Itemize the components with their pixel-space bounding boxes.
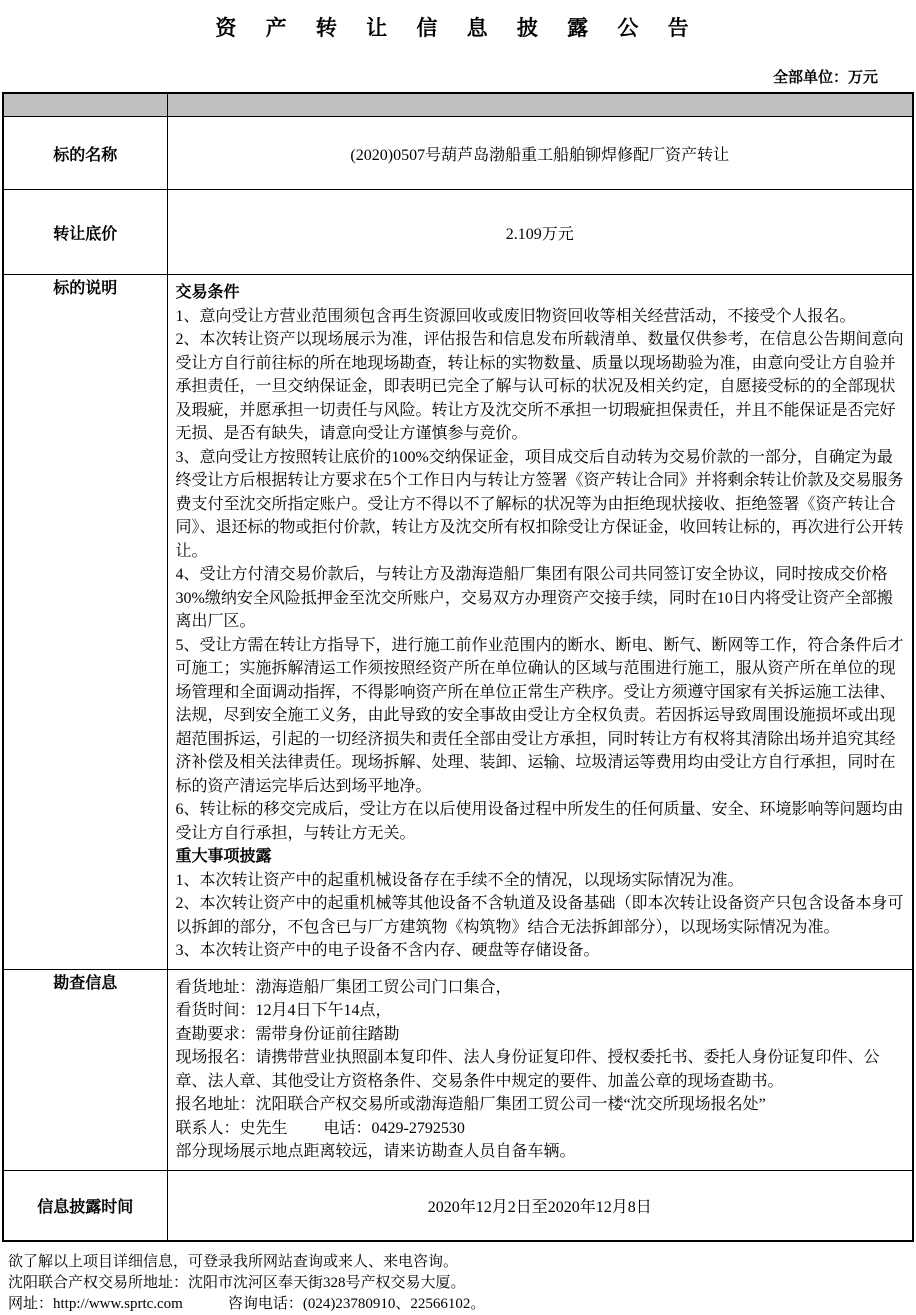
footer-info-line: 欲了解以上项目详细信息，可登录我所网站查询或来人、来电咨询。 <box>8 1253 459 1270</box>
row-label-inspection: 勘查信息 <box>3 969 167 1170</box>
trade-condition-item: 2、本次转让资产以现场展示为准，评估报告和信息发布所载清单、数量仅供参考，在信息公告期间意向受让方自行前往标的所在地现场勘查，转让标的实物数量、质量以现场勘验为准，由意向受让方自验并承担责任，一旦交纳保证金，即表明已完全了解与认可标的状况及相关约定，自愿接受标的的全部现状及瑕疵，并愿承担一切责任与风险。转让方及沈交所不承担一切瑕疵担保责任，并且不能保证是否完好无损、是否有缺失，请意向受让方谨慎参与竞价。 <box>175 331 904 442</box>
row-value-name: (2020)0507号葫芦岛渤船重工船舶铆焊修配厂资产转让 <box>167 117 913 190</box>
row-label-price: 转让底价 <box>3 190 167 275</box>
inspection-line-registration: 现场报名：请携带营业执照副本复印件、法人身份证复印件、授权委托书、委托人身份证复印件、公章、法人章、其他受让方资格条件、交易条件中规定的要件、加盖公章的现场查勘书。 <box>175 1049 880 1090</box>
table-header-row <box>3 93 913 117</box>
announcement-table <box>2 92 914 1242</box>
row-value-price: 2.109万元 <box>167 190 913 275</box>
major-disclosure-heading: 重大事项披露 <box>175 848 272 865</box>
table-row-inspection <box>3 969 913 1170</box>
trade-conditions-heading: 交易条件 <box>175 284 240 301</box>
row-label-description: 标的说明 <box>3 275 167 970</box>
major-disclosure-item: 3、本次转让资产中的电子设备不含内存、硬盘等存储设备。 <box>175 942 600 959</box>
table-row-price <box>3 190 913 275</box>
footer-address-line: 沈阳联合产权交易所地址：沈阳市沈河区奉天街328号产权交易大厦。 <box>8 1274 466 1291</box>
row-value-disclosure-time: 2020年12月2日至2020年12月8日 <box>167 1170 913 1241</box>
inspection-line-address: 看货地址：渤海造船厂集团工贸公司门口集合， <box>175 978 512 996</box>
major-disclosure-item: 2、本次转让资产中的起重机械等其他设备不含轨道及设备基础（即本次转让设备资产只包含设备本身可以拆卸的部分，不包含已与厂方建筑物《构筑物》结合无法拆卸部分），以现场实际情况为准。 <box>175 895 904 936</box>
major-disclosure-item: 1、本次转让资产中的起重机械设备存在手续不全的情况，以现场实际情况为准。 <box>175 871 744 889</box>
inspection-text <box>168 970 913 1170</box>
page-title: 资 产 转 让 信 息 披 露 公 告 <box>215 16 701 40</box>
inspection-line-time: 看货时间：12月4日下午14点， <box>175 1002 392 1019</box>
inspection-line-reg-address: 报名地址：沈阳联合产权交易所或渤海造船厂集团工贸公司一楼“沈交所现场报名处” <box>175 1096 766 1113</box>
trade-condition-item: 3、意向受让方按照转让底价的100%交纳保证金，项目成交后自动转为交易价款的一部分，自确定为最终受让方后根据转让方要求在5个工作日内与转让方签署《资产转让合同》并将剩余转让价款及交易服务费支付至沈交所指定账户。受让方不得以不了解标的状况等为由拒绝现状接收、拒绝签署《资产转让合同》、退还标的物或拒付价款，转让方及沈交所有权扣除受让方保证金，收回转让标的，再次进行公开转让。 <box>175 448 904 560</box>
inspection-line-vehicle-note: 部分现场展示地点距离较远，请来访勘查人员自备车辆。 <box>175 1143 576 1160</box>
trade-condition-item: 5、受让方需在转让方指导下，进行施工前作业范围内的断水、断电、断气、断网等工作，符合条件后才可施工；实施拆解清运工作须按照经资产所在单位确认的区域与范围进行施工，服从资产所在单位的现场管理和全面调动指挥，不得影响资产所在单位正常生产秩序。受让方须遵守国家有关拆运施工法律、法规，尽到安全施工义务，由此导致的安全事故由受让方全权负责。若因拆运导致周围设施损坏或出现超范围拆运，引起的一切经济损失和责任全部由受让方承担，同时转让方有权将其清除出场并追究其经济补偿及相关法律责任。现场拆解、处理、装卸、运输、垃圾清运等费用均由受让方自行承担，同时在标的资产清运完毕后达到场平地净。 <box>175 636 904 795</box>
table-row-disclosure-time <box>3 1170 913 1241</box>
header-label-cell <box>3 93 167 117</box>
row-value-inspection <box>167 969 913 1170</box>
header-value-cell <box>167 93 913 117</box>
document-page <box>0 12 916 1312</box>
units-note: 全部单位：万元 <box>772 70 878 86</box>
row-label-disclosure-time: 信息披露时间 <box>3 1170 167 1241</box>
inspection-line-contact: 联系人：史先生 电话：0429-2792530 <box>175 1119 465 1137</box>
document-footer <box>8 1252 916 1315</box>
footer-contact-line: 网址：http://www.sprtc.com 咨询电话：(024)23780910、22566102。 <box>8 1295 486 1312</box>
trade-condition-item: 6、转让标的移交完成后，受让方在以后使用设备过程中所发生的任何质量、安全、环境影响等问题均由受让方自行承担，与转让方无关。 <box>175 801 904 842</box>
trade-condition-item: 4、受让方付清交易价款后，与转让方及渤海造船厂集团有限公司共同签订安全协议，同时按成交价格30%缴纳安全风险抵押金至沈交所账户，交易双方办理资产交接手续，同时在10日内将受让资产全部搬离出厂区。 <box>175 566 893 630</box>
row-value-description <box>167 275 913 970</box>
description-text <box>168 275 913 969</box>
row-label-name: 标的名称 <box>3 117 167 190</box>
table-row-description <box>3 275 913 970</box>
trade-condition-item: 1、意向受让方营业范围须包含再生资源回收或废旧物资回收等相关经营活动，不接受个人报名。 <box>175 307 856 325</box>
inspection-line-requirement: 查勘要求：需带身份证前往踏勘 <box>175 1025 400 1043</box>
table-row-name <box>3 117 913 190</box>
